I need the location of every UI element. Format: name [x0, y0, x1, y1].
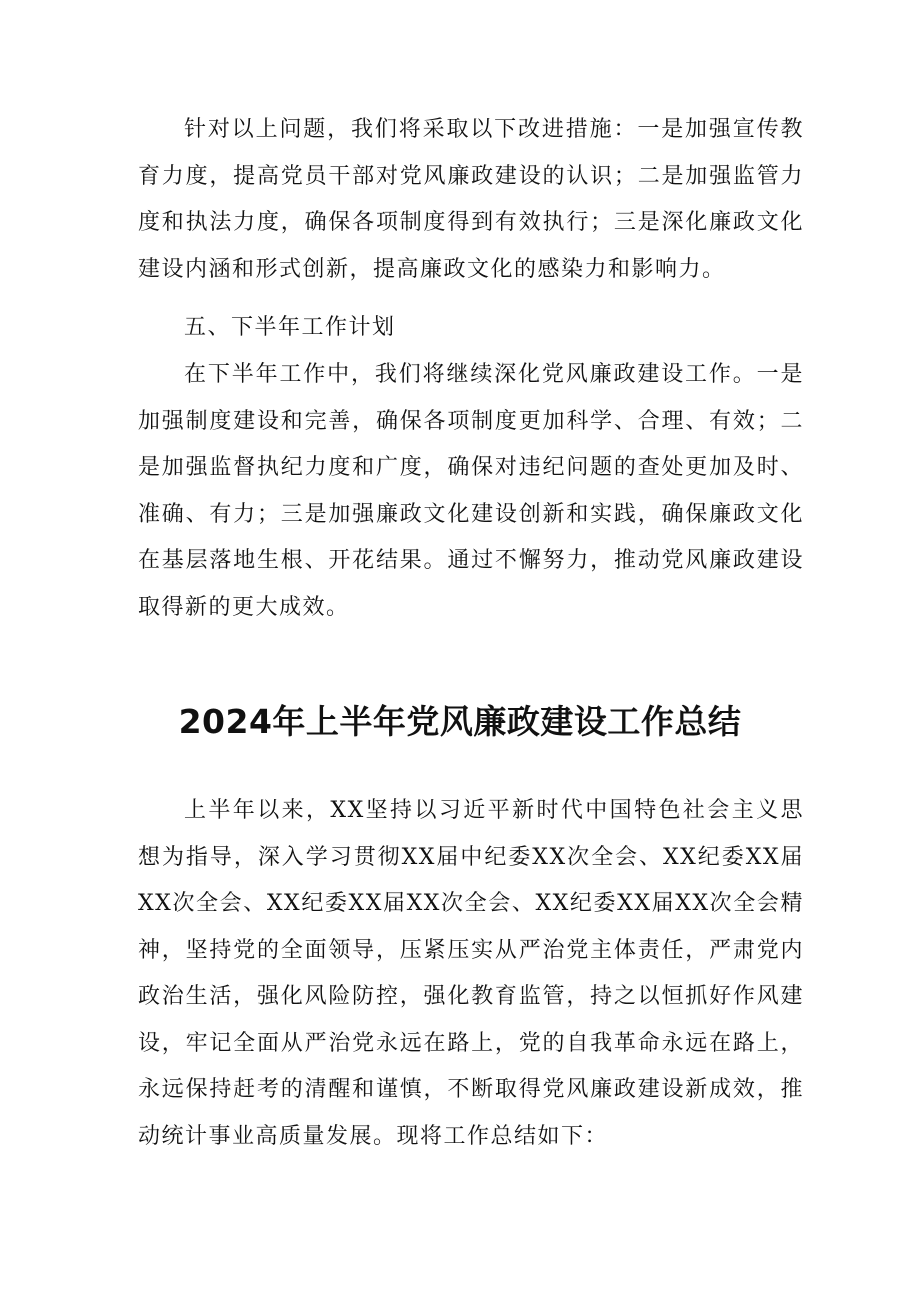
second-half-plan-paragraph: 在下半年工作中，我们将继续深化党风廉政建设工作。一是加强制度建设和完善，确保各项制度更加科学、合理、有效；二是加强监督执纪力度和广度，确保对违纪问题的查处更加及时、准确、有力；三是加强廉政文化建设创新和实践，确保廉政文化在基层落地生根、开花结果。通过不懈努力，推动党风廉政建设取得新的更大成效。 [138, 362, 804, 620]
intro-paragraph: 上半年以来，XX坚持以习近平新时代中国特色社会主义思想为指导，深入学习贯彻XX届中纪委XX次全会、XX纪委XX届XX次全会、XX纪委XX届XX次全会、XX纪委XX届XX次全会精神，坚持党的全面领导，压紧压实从严治党主体责任，严肃党内政治生活，强化风险防控，强化教育监管，持之以恒抓好作风建设，牢记全面从严治党永远在路上，党的自我革命永远在路上，永远保持赶考的清醒和谨慎，不断取得党风廉政建设新成效，推动统计事业高质量发展。现将工作总结如下： [138, 798, 804, 1149]
document-title: 2024年上半年党风廉政建设工作总结 [178, 702, 742, 741]
improvement-measures-paragraph: 针对以上问题，我们将采取以下改进措施：一是加强宣传教育力度，提高党员干部对党风廉政建设的认识；二是加强监管力度和执法力度，确保各项制度得到有效执行；三是深化廉政文化建设内涵和形式创新，提高廉政文化的感染力和影响力。 [138, 117, 804, 282]
section-heading-second-half-plan: 五、下半年工作计划 [184, 315, 396, 340]
